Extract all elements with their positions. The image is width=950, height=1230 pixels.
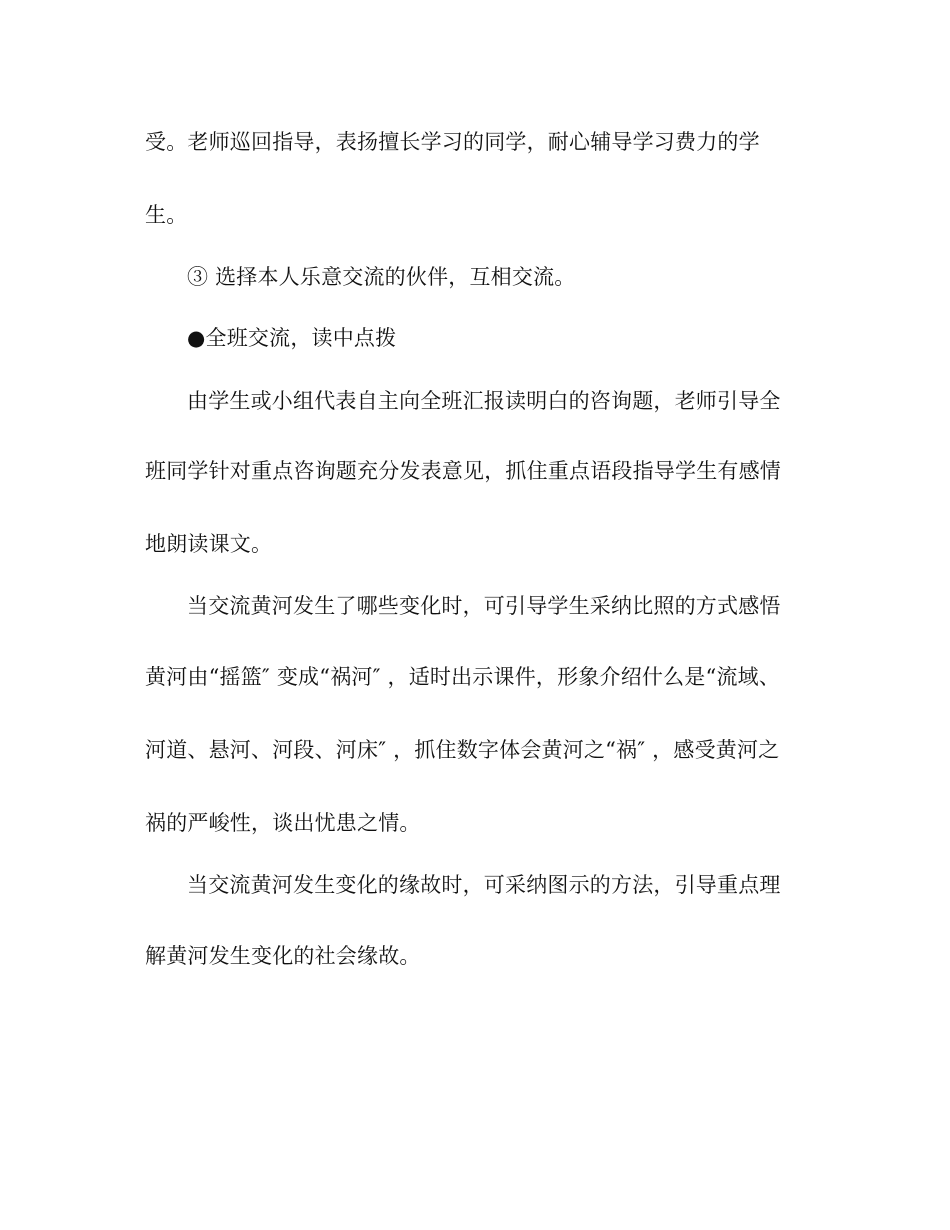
text-line: 地朗读课文。 [145, 532, 273, 556]
text-line: 生。 [145, 203, 188, 227]
paragraph-start-line: 当交流黄河发生了哪些变化时，可引导学生采纳比照的方式感悟 [187, 594, 781, 618]
text-line: 祸的严峻性，谈出忧患之情。 [145, 811, 421, 835]
text-line: 黄河由“摇篮″ 变成“祸河″ ，适时出示课件，形象介绍什么是“流域、 [145, 665, 781, 689]
text-line: 受。老师巡回指导，表扬擅长学习的同学，耐心辅导学习费力的学 [145, 130, 760, 154]
text-line: 河道、悬河、河段、河床″ ，抓住数字体会黄河之“祸″ ，感受黄河之 [145, 738, 780, 762]
section-heading: ●全班交流，读中点拨 [187, 326, 397, 350]
paragraph-start-line: 由学生或小组代表自主向全班汇报读明白的咨询题，老师引导全 [187, 389, 781, 413]
text-line: 班同学针对重点咨询题充分发表意见，抓住重点语段指导学生有感情 [145, 459, 781, 483]
text-line: 解黄河发生变化的社会缘故。 [145, 944, 421, 968]
list-item-line: ③ 选择本人乐意交流的伙伴，互相交流。 [187, 265, 576, 289]
paragraph-start-line: 当交流黄河发生变化的缘故时，可采纳图示的方法，引导重点理 [187, 873, 781, 897]
